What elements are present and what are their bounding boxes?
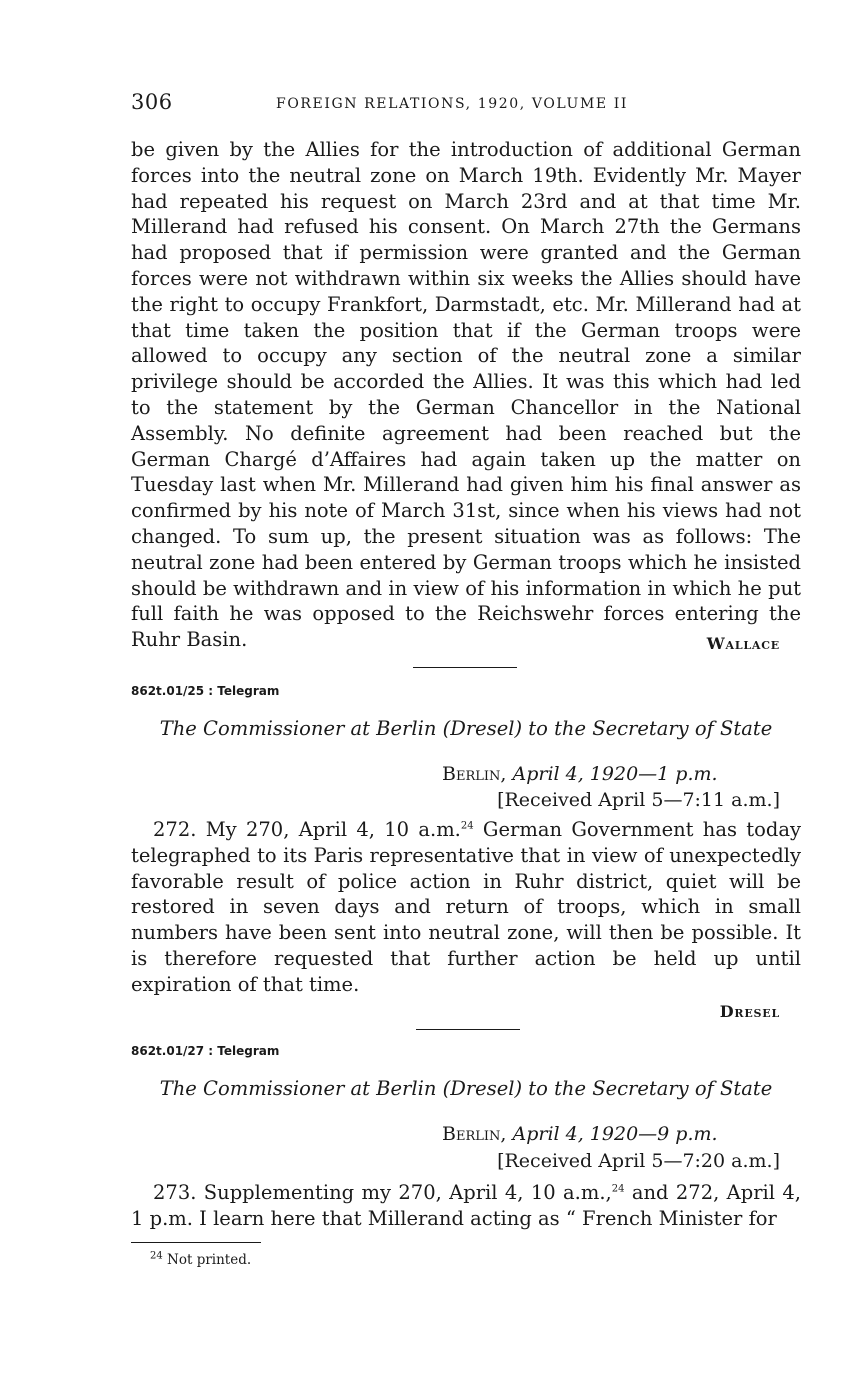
dateline <box>442 1123 718 1145</box>
signature-wallace: Wallace <box>706 634 780 653</box>
telegram-text: and 272, April 4, 1 p.m. I learn here that Millerand acting as “ French Minister for <box>131 1181 801 1230</box>
telegram-body <box>131 1180 801 1232</box>
file-reference: 862t.01/25 : Telegram <box>131 684 280 698</box>
dateline <box>442 763 718 785</box>
section-divider <box>416 1029 520 1030</box>
footnote <box>150 1252 251 1268</box>
received-note: [Received April 5—7:20 a.m.] <box>497 1150 780 1172</box>
running-title: FOREIGN RELATIONS, 1920, VOLUME II <box>276 96 629 112</box>
footnote-reference: 24 <box>460 820 474 832</box>
telegram-text: 272. My 270, April 4, 10 a.m. <box>153 818 461 841</box>
section-divider <box>413 667 517 668</box>
footnote-text: Not printed. <box>167 1252 252 1268</box>
footnote-marker: 24 <box>150 1250 163 1262</box>
running-header <box>131 90 801 122</box>
footnote-rule <box>131 1242 261 1243</box>
page-number: 306 <box>131 90 173 114</box>
dateline-date: April 4, 1920—1 p.m. <box>512 763 718 785</box>
document-title: The Commissioner at Berlin (Dresel) to the Secretary of State <box>159 1077 773 1100</box>
document-title: The Commissioner at Berlin (Dresel) to the Secretary of State <box>159 717 773 740</box>
signature-dresel: Dresel <box>719 1002 780 1021</box>
dateline-city: Berlin, <box>442 1123 507 1145</box>
telegram-text: German Government has today telegraphed to its Paris representative that in view of unexpectedly favorable result of police action in Ruhr district, quiet will be restored in seven days and return of troops, which in small numbers have been sent into neutral zone, will then be possible. It is therefore requested that further action be held up until expiration of that time. <box>131 818 801 996</box>
file-reference: 862t.01/27 : Telegram <box>131 1044 280 1058</box>
continuation-paragraph: be given by the Allies for the introduction of additional German forces into the neutral zone on March 19th. Evidently Mr. Mayer had repeated his request on March 23rd and at that time Mr. Millerand had refused his consent. On March 27th the Germans had proposed that if permission were granted and the German forces were not withdrawn within six weeks the Allies should have the right to occupy Frankfort, Darmstadt, etc. Mr. Millerand had at that time taken the position that if the German troops were allowed to occupy any section of the neutral zone a similar privilege should be accorded the Allies. It was this which had led to the statement by the German Chancellor in the National Assembly. No definite agreement had been reached but the German Chargé d’Affaires had again taken up the matter on Tuesday last when Mr. Millerand had given him his final answer as confirmed by his note of March 31st, since when his views had not changed. To sum up, the present situation was as follows: The neutral zone had been entered by German troops which he insisted should be withdrawn and in view of his information in which he put full faith he was opposed to the Reichswehr forces entering the Ruhr Basin. <box>131 138 801 652</box>
dateline-city: Berlin, <box>442 763 507 785</box>
telegram-body <box>131 817 801 998</box>
dateline-date: April 4, 1920—9 p.m. <box>512 1123 718 1145</box>
telegram-text: 273. Supplementing my 270, April 4, 10 a.m., <box>153 1181 612 1204</box>
received-note: [Received April 5—7:11 a.m.] <box>497 789 780 811</box>
footnote-reference: 24 <box>611 1183 625 1195</box>
